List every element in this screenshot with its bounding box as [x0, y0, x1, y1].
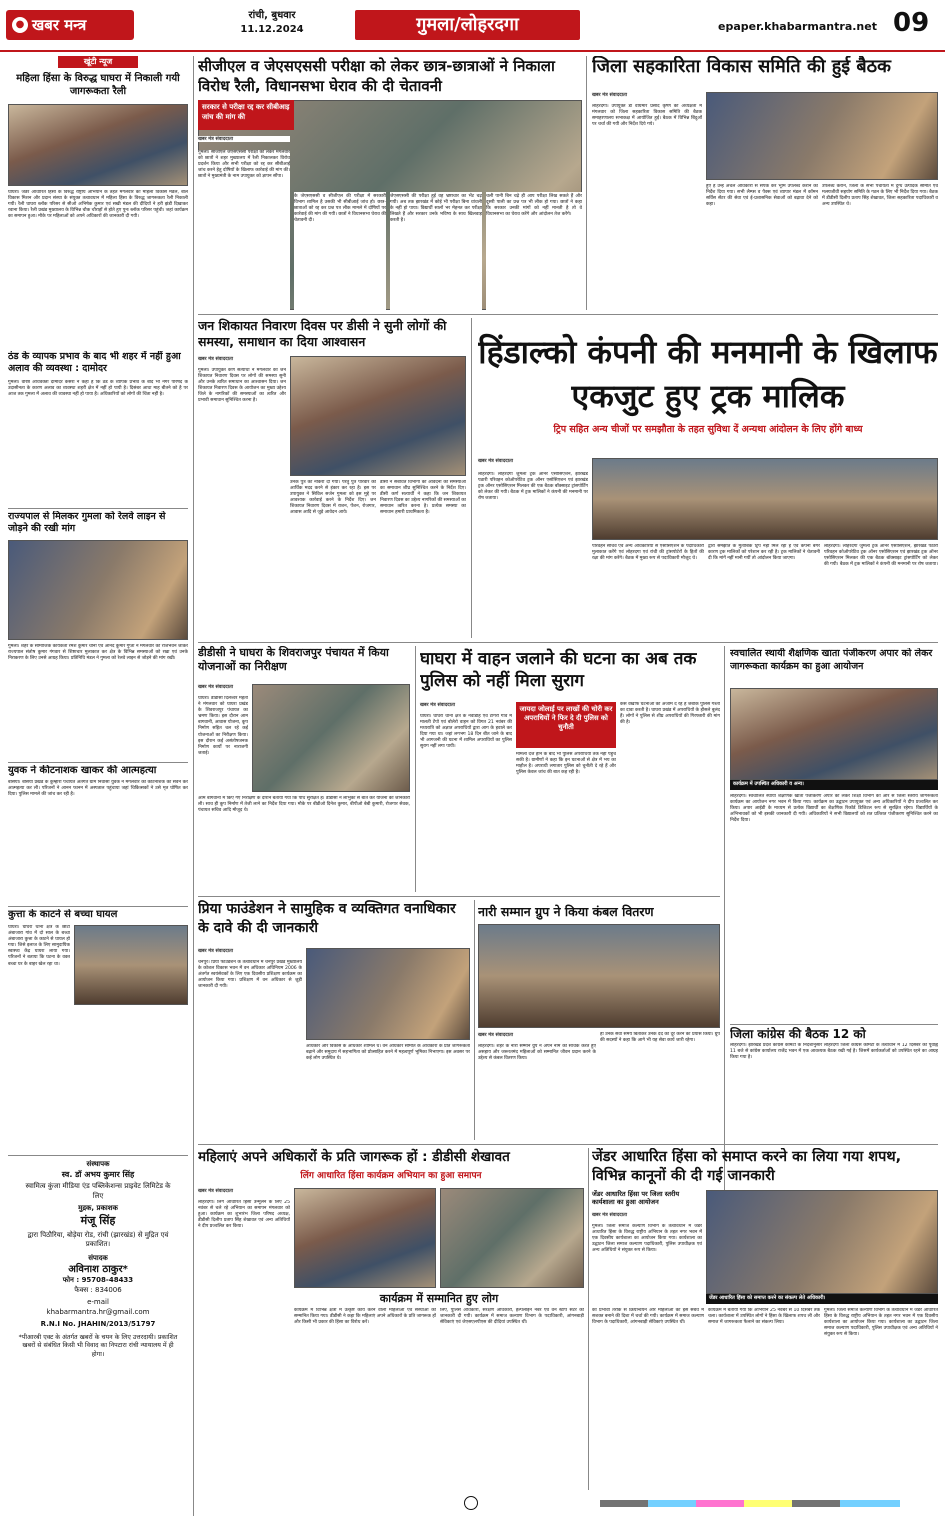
imprint-address: द्वारा पिठौरिया, बोड़ेया रोड, रांची (झारखंड) से मुद्रित एवं प्रकाशित।	[27, 1230, 169, 1248]
imprint-box	[8, 1155, 188, 1485]
col1-photo-rally	[8, 104, 188, 186]
page-number: 09	[893, 8, 930, 38]
apar-photo	[730, 688, 938, 780]
janshikayat-photo	[290, 356, 466, 476]
masthead	[0, 0, 945, 52]
brand-name: खबर मन्त्र	[32, 16, 87, 34]
imprint-note: *पीआरबी एक्ट के अंतर्गत खबरों के चयन के लिए उत्तरदायी। प्रकाशित खबरों से संबंधित किसी भी विवाद का निपटारा रांची न्यायालय में ही होगा।	[18, 1333, 178, 1358]
coop-body-2: हुए हैं उन्हें अंचल अधिकारी से संपर्क कर भूमि उपलब्ध कराने का निर्देश दिया गया। सभी लैम्प्स व पैक्स एवं व्यापार मंडल में कॉमन सर्विस सेंटर की सेवा एवं ई-प्रशासनिक सेवाओं को बढ़ावा देने को कहा।	[706, 184, 818, 208]
imprint-editor-title: संपादक	[88, 1253, 108, 1262]
imprint-editor: अविनाश ठाकुर*	[68, 1264, 128, 1275]
vehicle-headline: घाघरा में वाहन जलाने की घटना का अब तक पुलिस को नहीं मिला सुराग	[420, 649, 697, 691]
awareness-body-3: लिए, पुलिस अधिकारी, संरक्षण अधिकारी, हेल्पलाइन नंबर एवं वन स्टॉप सेंटर की जानकारी दी गयी। कार्यक्रम में समाज कल्याण विभाग के पदाधिकारी, आंगनबाड़ी सेविकाएं एवं जेएसएलपीएस की दीदियां उपस्थित थीं।	[440, 1308, 584, 1326]
blanket-body-1: लोहरदगा। शहर के नारी सम्मान ग्रुप ने अपने नाम को सार्थक करते हुए असहाय और जरूरतमंद महिलाओं को सम्मानित जीवन प्रदान करने के उद्देश्य से कंबल वितरण किया।	[478, 1044, 596, 1062]
col1-headline-1: महिला हिंसा के विरुद्ध घाघरा में निकाली गयी जागरूकता रैली	[16, 73, 180, 97]
blanket-byline: खबर मंत्र संवाददाता	[478, 1033, 513, 1038]
imprint-rni: R.N.I No. JHAHIN/2013/51797	[40, 1320, 156, 1328]
imprint-fax: फैक्स : 834006	[74, 1285, 122, 1294]
janshikayat-byline: खबर मंत्र संवाददाता	[198, 357, 233, 362]
oath-body-3: कार्यक्रम में बताया गया कि अभियान 25 नवंबर से 10 दिसंबर तक चला। कार्यशाला में उपस्थित लोगों ने हिंसा के खिलाफ शपथ ली और समाज में जागरूकता फैलाने का संकल्प लिया।	[708, 1308, 820, 1326]
col1-text-5: घाघरा। घाघरा थाना क्षेत्र के छोटा अंबाजारा गांव में दो साल के बच्चा अंबाजारा कुत्ता के काटने से घायल हो गया। जिसे इलाज के लिए सामुदायिक स्वास्थ्य केंद्र घाघरा लाया गया। परिजनों ने बताया कि घटना के वक्त बच्चा घर के बाहर खेल रहा था।	[8, 925, 70, 967]
shivrajpur-photo	[252, 684, 410, 792]
forest-body-2: अधिकार और विकास के अधिकार शामिल थे। वन अधिकार समिति के अधिकारों के प्रति जागरूकता बढ़ाने और समुदाय में सहभागिता को प्रोत्साहित करने में महत्वपूर्ण भूमिका निभाएगा। इस अवसर पर कई लोग उपस्थित थे।	[306, 1044, 470, 1062]
shivrajpur-body-1: घाघरा। डीडीसी दिलेश्वर महतो ने मंगलवार को घाघरा प्रखंड के शिवराजपुर पंचायत का भ्रमण किया। इस दौरान आम बागवानी, आवास योजना, कूप निर्माण सहित चल रहे कई योजनाओं का निरीक्षण किया। इस दौरान कई असंतोषजनक निर्माण कार्यों पर नाराजगी जताई।	[198, 696, 248, 756]
awareness-body-1: लोहरदगा। लिंग आधारित हिंसा उन्मूलन के लिए 25 नवंबर से चले रहे अभियान का समापन मंगलवार को हुआ। कार्यक्रम का शुभारंभ जिला परिषद अध्यक्ष, डीडीसी दिलीप प्रताप सिंह शेखावत एवं अन्य अतिथियों ने दीप प्रज्वलित कर किया।	[198, 1200, 290, 1230]
imprint-email-label: e-mail	[87, 1298, 109, 1306]
janshikayat-body-2: उनके पुत्र को नौकरी दी गयी। परंतु पुत्र परिवार की आर्थिक मदद करने से इंकार कर रहा है। इस पर उपायुक्त ने सिविल सर्जन गुमला को इस मुद्दे पर आवश्यक कार्रवाई करने के निर्देश दिए। जन शिकायत निवारण दिवस में राशन, पेंशन, रोजगार, आवास आदि से जुड़े आवेदन आये।	[290, 480, 376, 516]
blanket-body-2: ही उनके सेवा समय बिताकर उनके दर्द को दूर करने का प्रयास किया। ग्रुप की सदस्यों ने कहा कि आगे भी यह सेवा कार्य जारी रहेगा।	[600, 1032, 720, 1044]
awareness-photo-1	[294, 1188, 436, 1288]
top-story-body-4: चली पानी बिन चढ़े ही आप परीक्षा लिख सकते हैं और दूसरी पाली का प्रश्न पत्र भी लीक हो गया। छात्रों ने कहा कि सरकार उनकी मांगों को नहीं मानती है तो वे विधानसभा का घेराव करेंगे और आंदोलन तेज करेंगे।	[486, 192, 582, 310]
vehicle-inset: जायदा जोलाई पर लाखों की चोरी कर अपराधियों ने फिर दे दी पुलिस को चुनौती	[516, 702, 616, 748]
col1-photo-child	[74, 925, 188, 1005]
awareness-body-2: कार्यक्रम में विभिन्न क्षेत्रों में उत्कृष्ट कार्य करने वाली महिलाओं एवं संस्थाओं को सम्मानित किया गया। डीडीसी ने कहा कि महिलाएं अपने अधिकारों के प्रति जागरूक हों और किसी भी प्रकार की हिंसा का विरोध करें।	[294, 1308, 436, 1326]
oath-kicker: जेंडर आधारित हिंसा पर जिला स्तरीय कार्यशाला का हुआ आयोजन	[592, 1190, 680, 1206]
column-divider	[193, 56, 194, 1516]
vehicle-body-3: कैसे वेखौफ घटनाओं को अंजाम दे रहे हैं जबकि पुलिस गश्ती का दावा करती है। घाघरा प्रखंड में अपराधियों के हौसले बुलंद हैं। लोगों ने पुलिस से शीघ्र अपराधियों की गिरफ्तारी की मांग की है।	[620, 702, 720, 726]
col1-headline-4: युवक ने कीटनाशक खाकर की आत्महत्या	[8, 765, 157, 776]
coop-body-3: उपलब्ध कराने, जिला के सभी पंचायतों में दुग्ध उत्पादक समिति एवं मत्स्यजीवी सहयोग समिति के गठन के लिए भी निर्देश दिया गया। बैठक में डीडीसी दिलीप प्रताप सिंह शेखावत, जिला सहकारिता पदाधिकारी व अन्य उपस्थित थे।	[822, 184, 938, 208]
col1-text-3: गुमला। शहर के सामाजिक कार्यकर्ता रमेश कुमार चीनी एवं आनंद कुमार गुप्ता ने मंगलवार को राजभवन जाकर राज्यपाल संतोष कुमार गंगवार से शिष्टाचार मुलाकात कर क्षेत्र के विभिन्न समस्याओं को रखा एवं उनके निराकरण के लिए उनसे आग्रह किया। प्रतिनिधि मंडल ने गुमला को रेलवे लाइन से जोड़ने की मांग रखी।	[8, 644, 188, 662]
janshikayat-body-1: गुमला। उपायुक्त कर्ण सत्यार्थी ने मंगलवार को जन शिकायत निवारण दिवस पर लोगों की समस्या सुनी और उनके त्वरित समाधान का आश्वासन दिया। जन शिकायत निवारण दिवस के आयोजन का मुख्य उद्देश्य जिले के नागरिकों की समस्याओं का त्वरित और प्रभावी समाधान सुनिश्चित करना है।	[198, 368, 286, 404]
col1-tag: खूंटी न्यूज	[58, 56, 138, 68]
janshikayat-headline: जन शिकायत निवारण दिवस पर डीसी ने सुनी लोगों की समस्या, समाधान का दिया आश्वासन	[198, 318, 447, 349]
forest-byline: खबर मंत्र संवाददाता	[198, 949, 233, 954]
oath-headline: जेंडर आधारित हिंसा को समाप्त करने का लिया गया शपथ, विभिन्न कानूनों की दी गई जानकारी	[592, 1149, 902, 1184]
awareness-subhead: लिंग आधारित हिंसा कार्यक्रम अभियान का हुआ समापन	[300, 1171, 482, 1181]
forest-photo	[306, 948, 470, 1040]
awareness-headline: महिलाएं अपने अधिकारों के प्रति जागरूक हों : डीडीसी शेखावत	[198, 1149, 510, 1165]
coop-photo	[706, 92, 938, 180]
oath-body-2: को प्रभावी तरीके से क्रियान्वयन और महिलाओं को इस संबंध में सशक्त बनाने की दिशा में चर्चा की गयी। कार्यक्रम में समाज कल्याण विभाग के पदाधिकारी, आंगनबाड़ी सेविकाएं उपस्थित थीं।	[592, 1308, 704, 1326]
truck-photo	[592, 458, 938, 540]
forest-headline: प्रिया फाउंडेशन ने सामुहिक व व्यक्तिगत वनाधिकार के दावे की दी जानकारी	[198, 901, 456, 936]
forest-body-1: चैनपुर। प्रिया फाउंडेशन के तत्वावधान में चैनपुर प्रखंड मुख्यालय के कोशल विकास भवन में वन अधिकार अधिनियम 2006 के अंतर्गत स्वयंसेवकों के लिए एक दिवसीय प्रशिक्षण कार्यक्रम का आयोजन किया गया। प्रशिक्षण में वन अधिकार से जुड़ी जानकारी दी गयी।	[198, 960, 302, 990]
truck-body-3: द्वारा समझौते के मुताबिक ट्रिप नहीं मिल रहा है एवं कंपनी बगैर कारण ट्रक मालिकों को परेशान कर रही है। ट्रक मालिकों ने चेतावनी दी कि मांगें नहीं मानी गयीं तो आंदोलन किया जाएगा।	[708, 544, 820, 562]
imprint-email[interactable]: khabarmantra.hr@gmail.com	[46, 1307, 150, 1316]
section-title: गुमला/लोहरदगा	[355, 10, 580, 40]
col1-headline-2: ठंड के व्यापक प्रभाव के बाद भी शहर में नहीं हुआ अलाव की व्यवस्था : दामोदर	[8, 351, 181, 374]
shivrajpur-body-2: आम बागवानी में किए गए निरीक्षण के दौरान बताया गया कि पौधे सुरक्षित हैं। डीडीसी ने लाभुकों से बात कर योजना की जानकारी ली। साथ ही कूप निर्माण में तेजी लाने का निर्देश दिया गया। मौके पर बीडीओ दिनेश कुमार, बीपीओ बेबी कुमारी, रोजगार सेवक, पंचायत सचिव आदि मौजूद थे।	[198, 796, 410, 814]
awareness-photo-2	[440, 1188, 584, 1288]
shivrajpur-byline: खबर मंत्र संवाददाता	[198, 685, 233, 690]
imprint-printer-title: मुद्रक, प्रकाशक	[78, 1204, 118, 1212]
col1-headline-3: राज्यपाल से मिलकर गुमला को रेलवे लाइन से जोड़ने की रखी मांग	[8, 511, 166, 534]
col1-text-4: बसिया। बसिया प्रखंड के कुम्हारी पंचायत अंतर्गत ग्राम निवासी युवक ने मंगलवार को कीटनाशक का सेवन कर आत्महत्या कर ली। परिजनों ने आनन फानन में अस्पताल पहुंचाया जहां चिकित्सकों ने उसे मृत घोषित कर दिया। पुलिस मामले की जांच कर रही है।	[8, 780, 188, 798]
vehicle-body-2: मामला दर्ज होने के बाद भी पुलिस अपराधियों तक नहीं पहुंच सकी है। ग्रामीणों ने कहा कि इन घटनाओं से क्षेत्र में भय का माहौल है। अपराधी लगातार पुलिस को चुनौती दे रहे हैं और पुलिस केवल जांच की बात कह रही है।	[516, 752, 616, 776]
imprint-title: संस्थापक	[86, 1160, 110, 1168]
janshikayat-body-3: डीसी ने संबंधित विभागों को आवेदनों की समस्याओं का समाधान शीघ्र सुनिश्चित करने के निर्देश दिए। डीसी कर्ण सत्यार्थी ने कहा कि जन शिकायत निवारण दिवस का उद्देश्य नागरिकों की समस्याओं का समाधान त्वरित करना है। प्रत्येक समस्या का समाधान हमारी प्राथमिकता है।	[380, 480, 466, 516]
col1-photo-governor	[8, 540, 188, 640]
coop-headline: जिला सहकारिता विकास समिति की हुई बैठक	[592, 56, 891, 77]
site-url[interactable]: epaper.khabarmantra.net	[718, 20, 877, 33]
imprint-owner: स्वामित्व कुंजा मीडिया एंड पब्लिकेशन्स प्राइवेट लिमिटेड के लिए	[25, 1182, 171, 1200]
registration-mark	[464, 1496, 478, 1510]
awareness-byline: खबर मंत्र संवाददाता	[198, 1189, 233, 1194]
logo-icon: ●	[12, 17, 28, 33]
top-story-body-2: के जेएसएससी व सीजीएल की परीक्षा में सरकारी विभाग शामिल है उसकी भी सीबीआई जांच हो। छात्र-छात्राओं को रद्द कर प्रश्न पत्र लीक मामले में दोषियों पर कार्रवाई की मांग की गयी। छात्रों ने विधानसभा घेराव की चेतावनी दी।	[294, 192, 386, 310]
oath-caption: जेंडर आधारित हिंसा को समाप्त करने का संकल्प लेते अधिकारी।	[706, 1294, 938, 1304]
apar-headline: स्वचालित स्थायी शैक्षणिक खाता पंजीकरण अपार को लेकर जागरूकता कार्यक्रम का हुआ आयोजन	[730, 648, 933, 672]
oath-body-4: गुमला। जिला समाज कल्याण विभाग के तत्वावधान में जेंडर आधारित हिंसा के विरुद्ध राष्ट्रीय अभियान के तहत नगर भवन में एक दिवसीय कार्यशाला का आयोजन किया गया। कार्यशाला का उद्घाटन जिला समाज कल्याण पदाधिकारी, पुलिस उपाधीक्षक एवं अन्य अतिथियों ने संयुक्त रूप से किया।	[824, 1308, 938, 1338]
vehicle-body-1: घाघरा। घाघरा थाना क्षेत्र के नवाडीह एवं टोंगरी गांव में मालती टेंपो एवं बोलेरो वाहन को विगत 21 नवंबर की मध्यरात्रि को अज्ञात अपराधियों द्वारा आग के हवाले कर दिया गया था। जहां लगभग 18 दिन बीत जाने के बाद भी आगजनी की घटना में शामिल अपराधियों का पुलिस सुराग नहीं लगा पायी।	[420, 714, 512, 750]
oath-byline: खबर मंत्र संवाददाता	[592, 1213, 627, 1218]
oath-body-1: गुमला। जिला समाज कल्याण विभाग के तत्वावधान में जेंडर आधारित हिंसा के विरुद्ध राष्ट्रीय अभियान के तहत नगर भवन में एक दिवसीय कार्यशाला का आयोजन किया गया। कार्यशाला का उद्घाटन जिला समाज कल्याण पदाधिकारी, पुलिस उपाधीक्षक एवं अन्य अतिथियों ने संयुक्त रूप से किया।	[592, 1224, 702, 1254]
col1-text-1: घाघरा। जेंडर आधारित हिंसा के विरुद्ध राष्ट्रीय अभियान के तहत मंगलवार को महिला विकास मंडल, बाल विकास मिशन और प्रदान संस्था के संयुक्त तत्वावधान में महिला हिंसा के विरुद्ध जागरूकता रैली निकाली गयी। रैली घाघरा ब्लॉक परिसर से सीओ अभिषेक कुमार एवं सखी मंडल की दीदियों ने हरी झंडी दिखाकर रवाना किया। रैली प्रखंड मुख्यालय के विभिन्न चौक चौराहों से होते हुए पुनः ब्लॉक परिसर पहुंची। जहां कार्यक्रम का समापन हुआ। मौके पर महिलाओं को अपने अधिकारों की जानकारी दी गयी।	[8, 190, 188, 220]
brand-logo	[6, 10, 134, 40]
blanket-headline: नारी सम्मान ग्रुप ने किया कंबल वितरण	[478, 904, 654, 919]
color-bar	[600, 1500, 900, 1507]
truck-subheadline: ट्रिप सहित अन्य चीजों पर समझौता के तहत सुविधा दें अन्यथा आंदोलन के लिए होंगे बाध्य	[553, 424, 863, 435]
coop-byline: खबर मंत्र संवाददाता	[592, 93, 627, 98]
truck-byline: खबर मंत्र संवाददाता	[478, 459, 513, 464]
top-story-inset: सरकार से परीक्षा रद्द कर सीबीआइ जांच की मांग की	[198, 100, 294, 130]
congress-body: लोहरदगा। झारखंड प्रदेश कांग्रेस कमिटी के निर्देशानुसार लोहरदगा जिला कांग्रेस कमिटी के तत्वाधान में 12 दिसंबर को पूर्वाह्न 11 बजे से कांग्रेस कार्यालय राजेंद्र भवन में एक आवश्यक बैठक रखी गई है। जिसमें कार्यकर्ताओं को उपस्थित रहने का आग्रह किया गया है।	[730, 1043, 938, 1061]
oath-photo	[706, 1190, 938, 1294]
top-story-byline: खबर मंत्र संवाददाता	[198, 136, 290, 142]
date-block	[232, 9, 312, 37]
imprint-phone: फोन : 95708-48433	[62, 1276, 134, 1284]
col1-headline-5: कुत्ता के काटने से बच्चा घायल	[8, 909, 118, 920]
top-story-body-1: गुमला। सीजीएल जेएसएससी परीक्षा को लेकर मंगलवार को छात्रों ने शहर मुख्यालय में रैली निकालकर विरोध प्रदर्शन किया और सभी परीक्षा को रद्द कर सीबीआई जांच करने हेतु दोषियों के खिलाफ कार्रवाई की मांग की। छात्रों ने मुख्यमंत्री के नाम उपायुक्त को ज्ञापन सौंपा।	[198, 150, 290, 310]
truck-headline: हिंडाल्को कंपनी की मनमानी के खिलाफ एकजुट हुए ट्रक मालिक	[478, 333, 938, 415]
shivrajpur-headline: डीडीसी ने घाघरा के शिवराजपुर पंचायत में किया योजनाओं का निरीक्षण	[198, 646, 389, 673]
vehicle-byline: खबर मंत्र संवाददाता	[420, 703, 455, 708]
top-story-body-3: जेएसएससी की परीक्षा हुई वह भ्रष्टाचार का भेंट चढ़ गयी। अब तक झारखंड में कोई भी परीक्षा बिना धांधली के नहीं हो पाया। विद्यार्थी सालों भर मेहनत कर परीक्षा लिखते हैं और सरकार उनके भविष्य के साथ खिलवाड़ करती है।	[390, 192, 482, 310]
col1-text-2: गुमला। वरिष्ठ अधिवक्ता दामोदर कसेरा ने कहा है कि ठंड के व्यापक प्रभाव के बाद भी नगर परिषद के उदासीनता के कारण अलाव का व्यवस्था शहरी क्षेत्र में नहीं हो पायी है। दिसंबर आधा माह बीतने को है पर आज तक गुमला में अलाव की व्यवस्था नहीं हो पाया है। अधिकारियों को लोगों की चिंता नहीं है।	[8, 380, 188, 398]
apar-body: लोहरदगा। स्वचालित स्थायी शैक्षणिक खाता पंजीकरण अपार को लेकर शिक्षा विभाग की ओर से जिला स्तरीय जागरूकता कार्यक्रम का आयोजन नगर भवन में किया गया। कार्यक्रम का उद्घाटन उपायुक्त एवं अन्य अधिकारियों ने दीप प्रज्वलित कर किया। अपार आईडी के माध्यम से प्रत्येक विद्यार्थी का शैक्षणिक रिकॉर्ड डिजिटल रूप से सुरक्षित रहेगा। विद्यार्थियों के अभिभावकों को भी इसकी जानकारी दी गयी। अधिकारियों ने सभी विद्यालयों को शत प्रतिशत पंजीकरण सुनिश्चित करने का निर्देश दिया।	[730, 794, 938, 824]
top-story-headline: सीजीएल व जेएसएससी परीक्षा को लेकर छात्र-छात्राओं ने निकाला विरोध रैली, विधानसभा घेराव की दी चेतावनी	[198, 57, 555, 95]
imprint-printer: मंजू सिंह	[80, 1213, 116, 1227]
truck-body-1: लोहरदगा। लोहरदगा जुमला ट्रक ऑनर एसोसिएशन, झारखंड पठारी परिवहन कोऑपरेटिव ट्रक ऑनर एसोसिएशन एवं झारखंड ट्रक ऑनर एसोसिएशन मिलकर की एक बैठक बॉक्साइट ट्रांसपोर्टिंग को लेकर की गयी। बैठक में ट्रक मालिकों ने कंपनी की मनमानी पर रोष जताया।	[478, 472, 588, 502]
apar-caption: कार्यक्रम में उपस्थित अधिकारी व अन्य।	[730, 780, 938, 790]
imprint-founder: स्व. डॉ अभय कुमार सिंह	[61, 1169, 135, 1179]
issue-date: 11.12.2024	[240, 24, 304, 35]
congress-headline: जिला कांग्रेस की बैठक 12 को	[730, 1024, 938, 1042]
city-day: रांची, बुधवार	[248, 10, 296, 21]
truck-body-2: परिवहन सचिव एवं अन्य अधिकारियों से एसोसिएशन के पदाधिकारी मुलाकात करेंगे एवं लोहरदगा एवं रांची की ट्रांसपोर्टरों के हितों की रक्षा की मांग करेंगे। बैठक में मुख्य रूप से पदाधिकारी मौजूद थे।	[592, 544, 704, 562]
awareness-headline-2: कार्यक्रम में सम्मानित हुए लोग	[379, 1292, 499, 1305]
truck-body-3b: लोहरदगा। लोहरदगा जुमला ट्रक ऑनर एसोसिएशन, झारखंड पठारी परिवहन कोऑपरेटिव ट्रक ऑनर एसोसिएशन एवं झारखंड ट्रक ऑनर एसोसिएशन मिलकर की एक बैठक बॉक्साइट ट्रांसपोर्टिंग को लेकर की गयी। बैठक में ट्रक मालिकों ने कंपनी की मनमानी पर रोष जताया।	[824, 544, 938, 568]
blanket-photo	[478, 924, 720, 1028]
coop-body-1: लोहरदगा। उपायुक्त डॉ वाघमारे प्रसाद कृष्ण की अध्यक्षता में मंगलवार को जिला सहकारिता विकास समिति की बैठक समाहरणालय सभाकक्ष में आयोजित हुई। बैठक में विभिन्न बिंदुओं पर चर्चा की गयी और निर्देश दिये गये।	[592, 104, 702, 128]
